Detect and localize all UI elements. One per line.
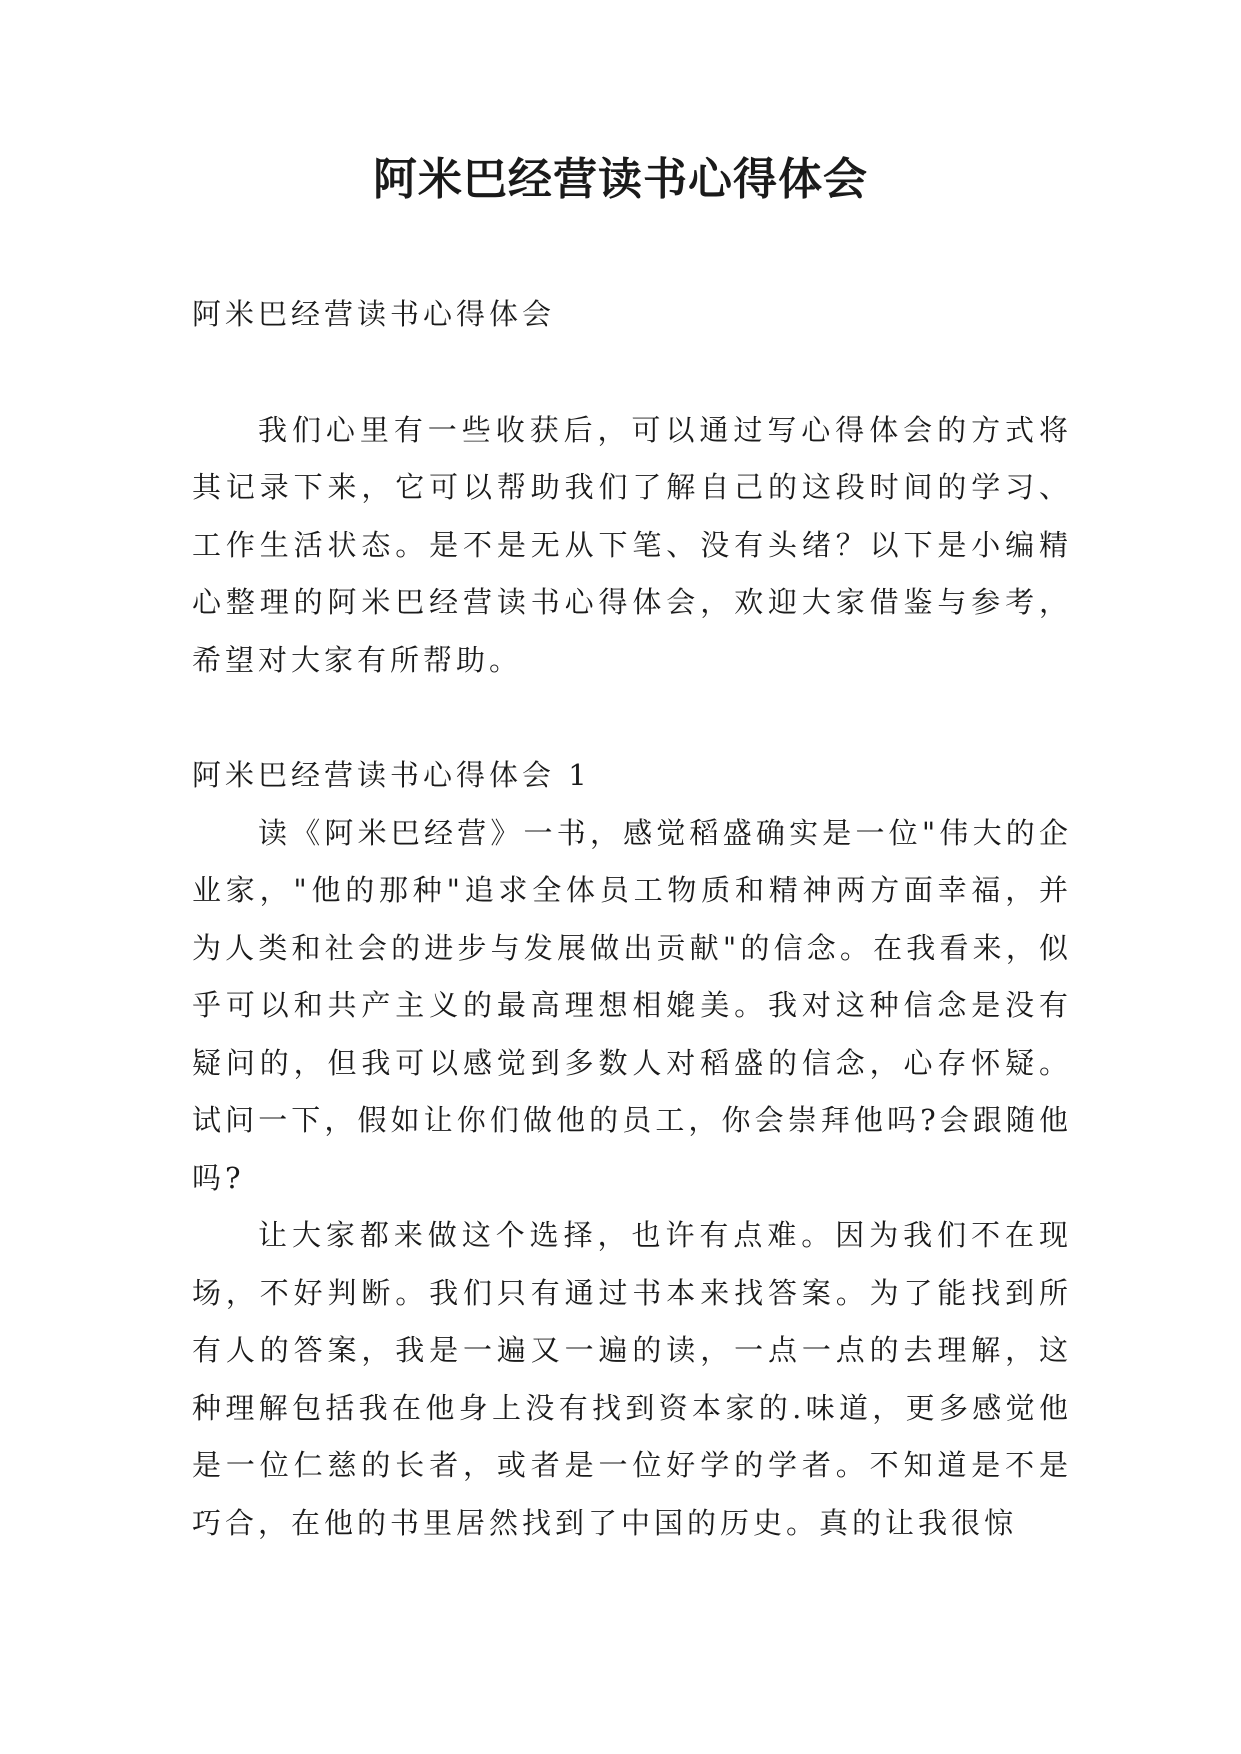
body-paragraph-2: 让大家都来做这个选择，也许有点难。因为我们不在现场，不好判断。我们只有通过书本来找答案。为了能找到所有人的答案，我是一遍又一遍的读，一点一点的去理解，这种理解包括我在他身上没有找到资本家的.味道，更多感觉他是一位仁慈的长者，或者是一位好学的学者。不知道是不是巧合，在他的书里居然找到了中国的历史。真的让我很惊 — [192, 1218, 1072, 1540]
body-paragraph-1: 读《阿米巴经营》一书，感觉稻盛确实是一位"伟大的企业家，"他的那种"追求全体员工物质和精神两方面幸福，并为人类和社会的进步与发展做出贡献"的信念。在我看来，似乎可以和共产主义的最高理想相媲美。我对这种信念是没有疑问的，但我可以感觉到多数人对稻盛的信念，心存怀疑。试问一下，假如让你们做他的员工，你会崇拜他吗?会跟随他吗? — [192, 815, 1072, 1195]
section-heading: 阿米巴经营读书心得体会 1 — [192, 758, 591, 792]
document-subtitle: 阿米巴经营读书心得体会 — [192, 297, 556, 331]
intro-paragraph: 我们心里有一些收获后，可以通过写心得体会的方式将其记录下来，它可以帮助我们了解自己的这段时间的学习、工作生活状态。是不是无从下笔、没有头绪？以下是小编精心整理的阿米巴经营读书心得体会，欢迎大家借鉴与参考，希望对大家有所帮助。 — [192, 412, 1072, 677]
document-title: 阿米巴经营读书心得体会 — [373, 154, 868, 205]
document-body — [192, 286, 1072, 1552]
